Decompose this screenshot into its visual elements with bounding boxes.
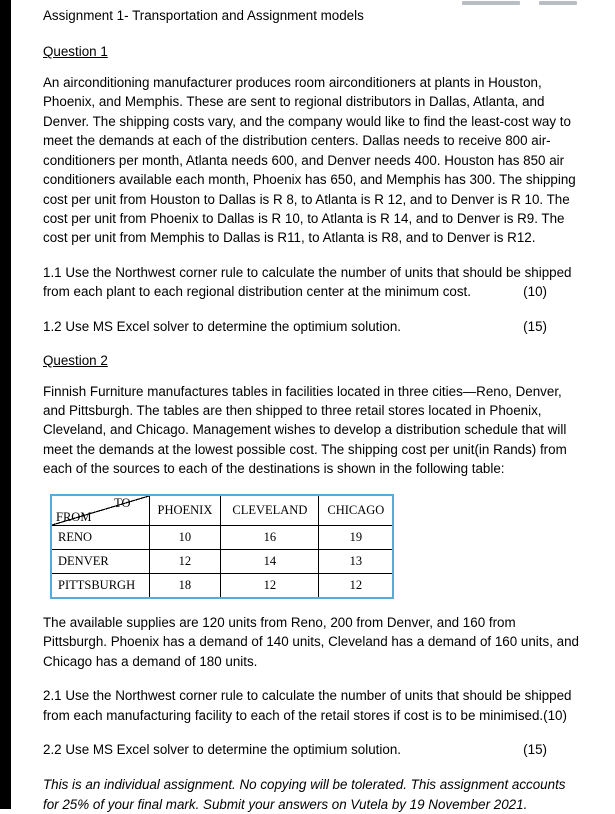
question-1-2-marks: (15)	[523, 318, 547, 334]
col-header-cleveland: CLEVELAND	[221, 495, 319, 526]
page-title: Assignment 1- Transportation and Assignment models	[43, 8, 364, 23]
question-2-body: Finnish Furniture manufactures tables in facilities located in three cities—Reno, Denver, and Pittsburgh. The tables are then shipped to three retail stores located in Phoenix, Cleveland, and Chicago. Management wishes to develop a distribution schedule that will meet the demands at the lowest possible cost. The shipping cost per unit(in Rands) from each of the sources to each of the destinations is shown in the following table:	[43, 383, 567, 477]
table-cell-value: 19	[319, 526, 393, 550]
table-row	[51, 550, 393, 574]
question-1-2	[43, 317, 582, 336]
page-left-edge-bar	[0, 0, 11, 809]
question-1-1	[43, 263, 582, 302]
table-row	[51, 526, 393, 550]
row-header-reno: RENO	[51, 526, 149, 550]
question-1-1-marks: (10)	[523, 284, 547, 300]
table-header-row	[51, 495, 393, 526]
corner-from-label: FROM	[56, 510, 92, 525]
question-2-supply-text: The available supplies are 120 units from Reno, 200 from Denver, and 160 from Pittsburgh. Phoenix has a demand of 140 units, Cleveland has a demand of 160 units, and Chicago has a demand of 180 units.	[43, 614, 579, 669]
cutoff-text-fragment	[539, 1, 577, 5]
question-2-2-marks: (15)	[523, 741, 547, 757]
table-cell-value: 12	[149, 550, 221, 574]
table-cell-value: 12	[221, 574, 319, 598]
question-2-2	[43, 740, 582, 759]
question-2-heading: Question 2	[43, 353, 108, 369]
table-cell-value: 14	[221, 550, 319, 574]
table-cell-value: 13	[319, 550, 393, 574]
shipping-cost-table	[50, 494, 394, 599]
cutoff-text-fragment	[462, 1, 520, 5]
col-header-phoenix: PHOENIX	[149, 495, 221, 526]
question-1-1-text: 1.1 Use the Northwest corner rule to calculate the number of units that should be shipped from each plant to each regional distribution center at the minimum cost.	[43, 264, 572, 300]
table-corner-cell	[51, 495, 149, 526]
question-1-body: An airconditioning manufacturer produces room airconditioners at plants in Houston, Phoenix, and Memphis. These are sent to regional distributors in Dallas, Atlanta, and Denver. The shipping costs vary, and the company would like to find the least-cost way to meet the demands at each of the distribution centers. Dallas needs to receive 800 air-conditioners per month, Atlanta needs 600, and Denver needs 400. Houston has 850 air conditioners available each month, Phoenix has 650, and Memphis has 300. The shipping cost per unit from Houston to Dallas is R 8, to Atlanta is R 12, and to Denver is R 10. The cost per unit from Phoenix to Dallas is R 10, to Atlanta is R 14, and to Denver is R9. The cost per unit from Memphis to Dallas is R11, to Atlanta is R8, and to Denver is R12.	[43, 74, 576, 246]
table-cell-value: 12	[319, 574, 393, 598]
corner-to-label: TO	[114, 495, 131, 510]
table-cell-value: 18	[149, 574, 221, 598]
table-cell-value: 16	[221, 526, 319, 550]
assignment-footer-note: This is an individual assignment. No copying will be tolerated. This assignment accounts for 25% of your final mark. Submit your answers on Vutela by 19 November 2021.	[43, 777, 566, 812]
question-2-1: 2.1 Use the Northwest corner rule to calculate the number of units that should be shipped from each manufacturing facility to each of the retail stores if cost is to be minimised.(10)	[43, 688, 572, 723]
question-1-2-text: 1.2 Use MS Excel solver to determine the optimium solution.	[43, 318, 401, 334]
col-header-chicago: CHICAGO	[319, 495, 393, 526]
row-header-denver: DENVER	[51, 550, 149, 574]
question-2-2-text: 2.2 Use MS Excel solver to determine the optimium solution.	[43, 741, 401, 757]
row-header-pittsburgh: PITTSBURGH	[51, 574, 149, 598]
document-page	[11, 0, 615, 812]
table-cell-value: 10	[149, 526, 221, 550]
question-1-heading: Question 1	[43, 44, 108, 60]
table-row	[51, 574, 393, 598]
